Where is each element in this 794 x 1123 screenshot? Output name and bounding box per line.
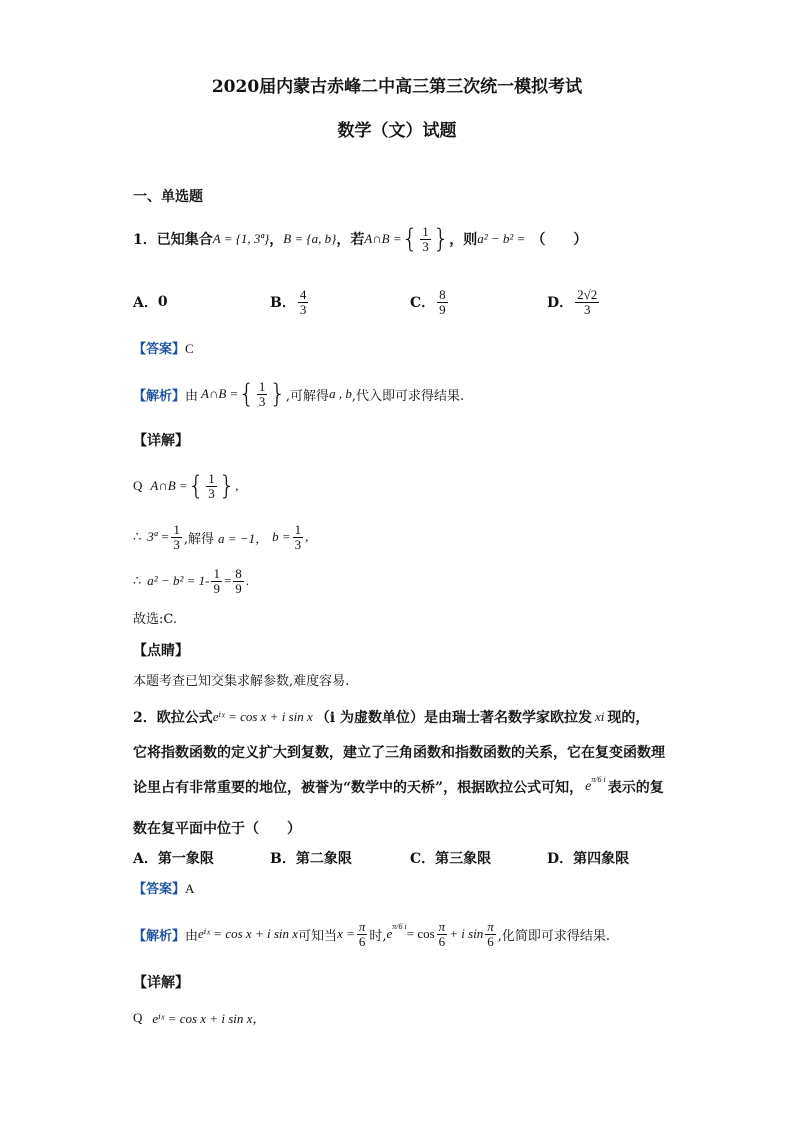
q1-analysis-suffix: ,可解得 [285, 388, 330, 404]
q1-analysis-num: 1 [258, 378, 266, 394]
q1-frac-num: 1 [422, 223, 429, 239]
q2-option-d-value: 第四象限 [573, 851, 630, 867]
q1-detail-3-eq: = [223, 573, 232, 588]
q2-stem-3a: 论里占有非常重要的地位，被誉为“数学中的天桥”，根据欧拉公式可知， [133, 780, 584, 796]
q2-option-c [410, 848, 491, 868]
q2-stem-line-3 [133, 772, 664, 802]
q1-detail-line-3 [133, 562, 249, 600]
q1-analysis-vars: a , b [329, 386, 352, 401]
q1-option-c-fraction [437, 288, 448, 317]
q2-stem-b: （i 为虚数单位）是由瑞士著名数学家欧拉发 [315, 710, 592, 726]
q1-detail-line-2 [133, 518, 308, 556]
q1-intersect: A∩B = [364, 231, 402, 246]
q1-review-tag: 【点睛】 [133, 643, 189, 659]
q2-analysis-a: 由 [185, 928, 199, 944]
q1-stem-prefix: 1．已知集合 [133, 232, 213, 248]
q2-analysis-eq: = cos [406, 926, 435, 941]
q1-analysis-prefix: 由 [185, 388, 199, 404]
q1-analysis-fraction [257, 380, 268, 409]
q1-frac-den: 3 [422, 238, 429, 254]
q1-therefore-symbol-2: ∴ [133, 573, 142, 588]
q1-set-b: B = {a, b} [283, 231, 337, 246]
q2-option-a-value: 第一象限 [157, 851, 214, 867]
q2-stem-line-2: 它将指数函数的定义扩大到复数，建立了三角函数和指数函数的关系，它在复变函数理 [133, 745, 665, 761]
q1-set-a: A = {1, 3ª} [212, 231, 270, 246]
q1-detail-b-num: 1 [294, 521, 302, 537]
q1-choose: 故选:C. [133, 612, 177, 627]
q1-detail-3-end: . [245, 573, 250, 588]
q2-six-1: 6 [358, 933, 366, 949]
q1-option-c-num: 8 [439, 286, 446, 302]
question-1-stem [133, 219, 587, 259]
q1-option-c-label: C． [410, 295, 436, 311]
q2-option-a [133, 848, 214, 868]
q1-detail-solve: ,解得 [183, 531, 215, 547]
q2-answer-value: A [185, 881, 195, 896]
q2-analysis-exp: π/6 i [392, 921, 407, 931]
q1-detail-3-fraction-b [233, 567, 244, 596]
q1-answer-line [133, 338, 194, 357]
q1-expression: a² − b² = [477, 231, 526, 246]
q1-therefore-symbol: ∴ [133, 529, 142, 544]
q1-fraction [420, 225, 431, 254]
q2-option-b [270, 848, 352, 868]
q2-euler-formula: eⁱˣ = cos x + i sin x [212, 709, 313, 724]
q2-six-3: 6 [487, 933, 494, 949]
q1-detail-3-den-a: 9 [213, 580, 220, 596]
q1-detail-fraction [206, 472, 217, 501]
q1-option-d-den: 3 [583, 301, 591, 317]
q2-analysis-b: 可知当 [298, 928, 338, 944]
q2-detail-tag: 【详解】 [133, 975, 189, 991]
q1-detail-comma: , [235, 478, 239, 493]
q2-option-b-value: 第二象限 [295, 851, 352, 867]
q2-answer-line [133, 878, 194, 897]
q1-option-a-value: 0 [157, 294, 168, 310]
q1-detail-3-num-b: 8 [235, 565, 242, 581]
q2-analysis-frac-1 [357, 920, 368, 949]
q2-option-d-label: D． [547, 851, 574, 867]
q1-detail-3-expr: a² − b² = 1- [147, 573, 210, 588]
q1-detail-b-fraction [293, 523, 304, 552]
q1-analysis-den: 3 [258, 393, 266, 409]
q1-option-b-den: 3 [299, 301, 307, 317]
q2-detail-line-1 [133, 1008, 265, 1027]
q1-answer-value: C [185, 341, 194, 356]
q2-option-b-label: B． [270, 851, 296, 867]
document-title: 2020届内蒙古赤峰二中高三第三次统一模拟考试 [211, 77, 583, 97]
q1-option-b-num: 4 [299, 286, 307, 302]
section-heading: 一、单选题 [133, 189, 203, 205]
left-brace-icon: { [187, 471, 205, 501]
q1-option-b-fraction [298, 288, 309, 317]
q1-detail-2-den: 3 [173, 536, 180, 552]
q1-detail-line-1 [133, 466, 239, 506]
q2-detail-formula: eⁱˣ = cos x + i sin x， [152, 1011, 266, 1026]
q1-detail-3-den-b: 9 [235, 580, 242, 596]
q2-analysis-e: e [386, 926, 393, 941]
q2-analysis-frac-2 [437, 920, 448, 949]
q1-option-b [270, 282, 310, 322]
q1-detail-b-eq: b = [272, 529, 291, 544]
q1-detail-power: 3ª = [147, 529, 170, 544]
q1-option-c [410, 282, 450, 322]
q1-option-a [133, 282, 168, 322]
q2-stem-3b: 表示的复 [607, 780, 664, 796]
q2-option-d [547, 848, 629, 868]
right-brace-icon: } [218, 471, 236, 501]
q2-analysis-frac-3 [485, 920, 496, 949]
q2-analysis-end: ,化简即可求得结果. [497, 928, 611, 944]
q2-stem-xi: xi [594, 709, 605, 724]
q1-analysis-tag: 【解析】 [133, 388, 186, 404]
q1-detail-3-fraction-a [211, 567, 222, 596]
q1-detail-intersect: A∩B = [150, 478, 188, 493]
q1-analysis-intersect: A∩B = [201, 386, 239, 401]
q1-detail-den: 3 [208, 485, 215, 501]
q1-option-d [547, 282, 601, 322]
q1-detail-3-num-a: 1 [213, 565, 220, 581]
q1-analysis-line [133, 374, 464, 414]
q1-detail-tag: 【详解】 [133, 433, 189, 449]
q2-stem-line-1 [133, 705, 649, 729]
q1-if-text: ，若 [336, 232, 365, 248]
q2-six-2: 6 [438, 933, 446, 949]
q1-sep: ， [269, 232, 284, 248]
q2-stem-line-4: 数在复平面中位于（ ） [133, 821, 301, 837]
left-brace-icon: { [401, 224, 419, 254]
q1-then-text: ，则 [449, 232, 478, 248]
q2-analysis-formula: eⁱˣ = cos x + i sin x [198, 926, 299, 941]
q2-analysis-tag: 【解析】 [133, 928, 186, 944]
q1-answer-tag: 【答案】 [133, 342, 186, 357]
q1-detail-2-num: 1 [173, 521, 180, 537]
q2-exp-power: π/6 i [591, 774, 606, 784]
q2-option-a-label: A． [133, 851, 158, 867]
q2-stem-c: 现的， [607, 710, 650, 726]
right-brace-icon: } [269, 379, 286, 409]
q1-blank: （ ） [531, 232, 588, 248]
q2-exp-base: e [585, 779, 592, 794]
document-subtitle: 数学（文）试题 [337, 121, 457, 141]
q2-pi-1: π [358, 918, 366, 934]
q2-pi-3: π [487, 918, 494, 934]
q1-detail-num: 1 [208, 470, 215, 486]
q1-review-text: 本题考查已知交集求解参数,难度容易. [133, 674, 350, 689]
q1-detail-2-end: , [305, 529, 309, 544]
q1-option-d-label: D． [547, 295, 574, 311]
q1-option-a-label: A． [133, 295, 158, 311]
q2-analysis-plus: + i sin [449, 926, 484, 941]
q2-analysis-line [133, 914, 610, 954]
q1-option-b-label: B． [270, 295, 296, 311]
q2-analysis-x: x = [337, 926, 355, 941]
q2-answer-tag: 【答案】 [133, 882, 186, 897]
q1-option-d-fraction [575, 288, 599, 317]
q1-analysis-end: ,代入即可求得结果. [351, 388, 465, 404]
q2-option-c-value: 第三象限 [435, 851, 492, 867]
right-brace-icon: } [432, 224, 450, 254]
q1-option-c-den: 9 [439, 301, 446, 317]
q2-stem-a: 2．欧拉公式 [133, 710, 213, 726]
q1-detail-2-fraction [171, 523, 182, 552]
q2-analysis-c: 时, [369, 928, 387, 944]
q2-pi-2: π [438, 918, 446, 934]
q2-because-symbol: Q [133, 1009, 143, 1025]
q1-detail-b-den: 3 [294, 536, 302, 552]
q2-option-c-label: C． [410, 851, 436, 867]
left-brace-icon: { [238, 379, 255, 409]
q1-option-d-num: 2√2 [577, 286, 598, 302]
q1-detail-a-value: a = −1， [218, 530, 269, 546]
q1-because-symbol: Q [133, 478, 143, 493]
